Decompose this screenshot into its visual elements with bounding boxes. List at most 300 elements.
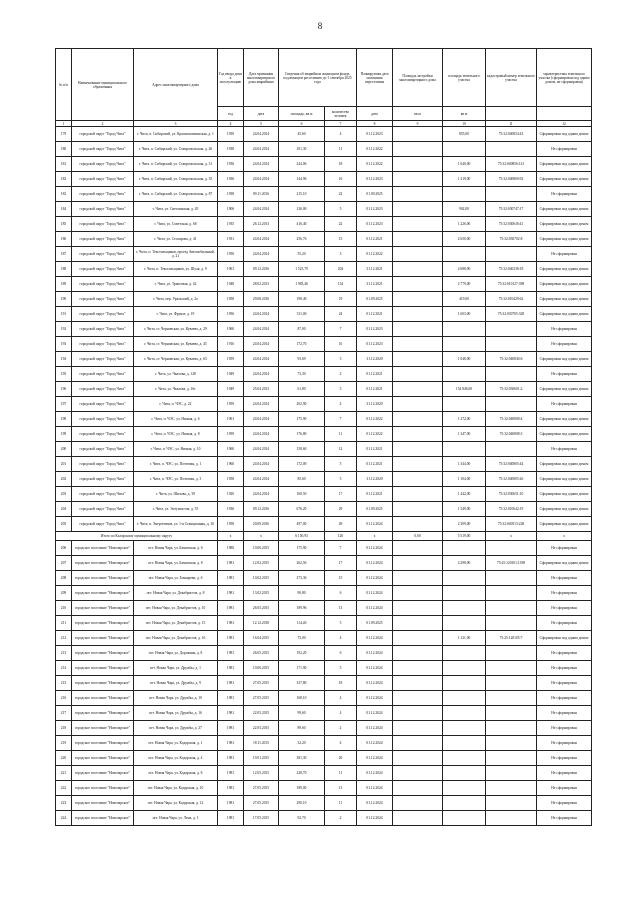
cadastral-number-cell: 75:32:030651:10 <box>486 487 537 502</box>
table-row <box>56 616 592 631</box>
built-area-cell <box>393 352 443 367</box>
year-cell: 1981 <box>218 586 244 601</box>
cadastral-number-cell: 75:32:040805:26 <box>486 472 537 487</box>
end-date-cell: 01.12.2021 <box>357 232 393 247</box>
cadastral-number-cell <box>486 811 537 826</box>
built-area-cell <box>393 307 443 322</box>
municipality-cell: городское поселение "Новочарское" <box>72 691 134 706</box>
row-number: 190 <box>56 292 72 307</box>
end-date-cell: 01.12.2021 <box>357 442 393 457</box>
acceptance-date-cell: 24.04.2014 <box>244 442 279 457</box>
acceptance-date-cell: 24.04.2014 <box>244 322 279 337</box>
area-cell: 290,10 <box>279 796 325 811</box>
built-area-cell <box>393 172 443 187</box>
table-row <box>56 232 592 247</box>
row-number: 202 <box>56 472 72 487</box>
page-number: 8 <box>317 21 323 31</box>
built-area-cell <box>393 322 443 337</box>
land-characteristic-cell: Сформирован под одним домом <box>537 556 592 571</box>
municipality-cell: городское поселение "Новочарское" <box>72 571 134 586</box>
table-row <box>56 307 592 322</box>
end-date-cell: 01.12.2023 <box>357 127 393 142</box>
col-num: 8 <box>357 121 393 127</box>
subtotal-cadastral: x <box>486 532 537 541</box>
land-characteristic-cell: Сформирован под одним домом <box>537 502 592 517</box>
end-date-cell: 01.12.2024 <box>357 751 393 766</box>
end-date-cell: 01.12.2024 <box>357 691 393 706</box>
row-number: 208 <box>56 571 72 586</box>
built-area-cell <box>393 262 443 277</box>
municipality-cell: городское поселение "Новочарское" <box>72 721 134 736</box>
address-cell: г. Чита, п. Текстильщиков, проезд Автомобильный, д. 21 <box>134 247 218 262</box>
end-date-cell: 31.12.2020 <box>357 397 393 412</box>
land-characteristic-cell: Не сформирован <box>537 691 592 706</box>
land-characteristic-cell: Сформирован под одним домом <box>537 487 592 502</box>
header-planned-date: Планируемая дата окончания переселения <box>357 49 393 107</box>
address-cell: пгт. Новая Чара, ул. Кодарская, д. 12 <box>134 796 218 811</box>
table-row <box>56 706 592 721</box>
built-area-cell <box>393 502 443 517</box>
built-area-cell <box>393 691 443 706</box>
land-area-cell: 1 603,00 <box>443 307 486 322</box>
end-date-cell: 01.12.2024 <box>357 601 393 616</box>
built-area-cell <box>393 616 443 631</box>
built-area-cell <box>393 487 443 502</box>
area-cell: 273,36 <box>279 571 325 586</box>
built-area-cell <box>393 292 443 307</box>
end-date-cell: 01.09.2025 <box>357 187 393 202</box>
land-area-cell <box>443 247 486 262</box>
subtotal-area: 6 150,93 <box>279 532 325 541</box>
end-date-cell: 01.12.2024 <box>357 517 393 532</box>
built-area-cell <box>393 781 443 796</box>
table-row <box>56 631 592 646</box>
col-num: 6 <box>279 121 325 127</box>
year-cell: 1931 <box>218 232 244 247</box>
address-cell: пгт. Новая Чара, ул. Декабристов, д. 16 <box>134 631 218 646</box>
end-date-cell: 01.12.2021 <box>357 382 393 397</box>
subtotal-label: Итого по Каларскому муниципальному округу <box>56 532 218 541</box>
land-characteristic-cell: Не сформирован <box>537 706 592 721</box>
land-area-cell <box>443 661 486 676</box>
built-area-cell <box>393 571 443 586</box>
subtotal-land-char: x <box>537 532 592 541</box>
people-count-cell: 17 <box>325 487 357 502</box>
address-cell: пгт. Новая Чара, ул. Декабристов, д. 8 <box>134 586 218 601</box>
land-characteristic-cell: Не сформирован <box>537 541 592 556</box>
table-row <box>56 247 592 262</box>
acceptance-date-cell: 19.06.2015 <box>244 541 279 556</box>
acceptance-date-cell: 09.12.2016 <box>244 502 279 517</box>
land-area-cell: 1 219,00 <box>443 172 486 187</box>
year-cell: 1981 <box>218 691 244 706</box>
land-characteristic-cell: Сформирован под одним домом <box>537 127 592 142</box>
table-row <box>56 781 592 796</box>
address-cell: пгт. Новая Чара, ул. Дорожная, д. 8 <box>134 646 218 661</box>
area-cell: 176,80 <box>279 427 325 442</box>
land-characteristic-cell: Сформирован под одним домом <box>537 277 592 292</box>
address-cell: пгт. Новая Чара, ул. Бамовская, д. 6 <box>134 541 218 556</box>
row-number: 192 <box>56 322 72 337</box>
acceptance-date-cell: 12.12.2018 <box>244 616 279 631</box>
land-area-cell <box>443 751 486 766</box>
land-characteristic-cell: Сформирован под одним домом <box>537 457 592 472</box>
end-date-cell: 01.12.2024 <box>357 781 393 796</box>
cadastral-number-cell: 75:32:030747:17 <box>486 202 537 217</box>
address-cell: г. Чита, п. Сибирский, ул. Красноказачинская, д. 1 <box>134 127 218 142</box>
land-area-cell: 1 549,00 <box>443 502 486 517</box>
row-number: 204 <box>56 502 72 517</box>
built-area-cell <box>393 736 443 751</box>
row-number: 189 <box>56 277 72 292</box>
address-cell: пгт. Новая Чара, ул. Декабристов, д. 10 <box>134 601 218 616</box>
cadastral-number-cell <box>486 322 537 337</box>
acceptance-date-cell: 26.05.2015 <box>244 601 279 616</box>
area-cell: 171,90 <box>279 661 325 676</box>
end-date-cell: 01.12.2024 <box>357 721 393 736</box>
unit-sqm2: кв.м <box>443 107 486 121</box>
acceptance-date-cell: 24.04.2014 <box>244 412 279 427</box>
people-count-cell: 17 <box>325 556 357 571</box>
area-cell: 311,00 <box>279 307 325 322</box>
row-number: 223 <box>56 796 72 811</box>
people-count-cell: 6 <box>325 646 357 661</box>
municipality-cell: городское поселение "Новочарское" <box>72 811 134 826</box>
municipality-cell: городское поселение "Новочарское" <box>72 736 134 751</box>
acceptance-date-cell: 22.05.2015 <box>244 706 279 721</box>
municipality-cell: городской округ "Город Чита" <box>72 277 134 292</box>
area-cell: 73,30 <box>279 367 325 382</box>
land-area-cell: 2 309,00 <box>443 517 486 532</box>
land-area-cell <box>443 601 486 616</box>
table-row <box>56 661 592 676</box>
land-characteristic-cell: Сформирован под одним домом <box>537 631 592 646</box>
built-area-cell <box>393 247 443 262</box>
end-date-cell: 01.12.2024 <box>357 586 393 601</box>
land-area-cell <box>443 187 486 202</box>
table-row <box>56 586 592 601</box>
land-area-cell: 855,00 <box>443 127 486 142</box>
end-date-cell: 31.12.2020 <box>357 472 393 487</box>
acceptance-date-cell: 10.02.2015 <box>244 571 279 586</box>
col-num: 9 <box>393 121 443 127</box>
end-date-cell: 01.12.2022 <box>357 427 393 442</box>
table-row <box>56 172 592 187</box>
acceptance-date-cell: 24.04.2014 <box>244 172 279 187</box>
municipality-cell: городское поселение "Новочарское" <box>72 796 134 811</box>
municipality-cell: городское поселение "Новочарское" <box>72 631 134 646</box>
year-cell: 1935 <box>218 217 244 232</box>
land-area-cell: 1 104,00 <box>443 472 486 487</box>
land-area-cell <box>443 811 486 826</box>
year-cell: 1960 <box>218 322 244 337</box>
people-count-cell: 11 <box>325 766 357 781</box>
header-cadastral: кадастровый номер земельного участка <box>486 49 537 107</box>
people-count-cell: 11 <box>325 142 357 157</box>
col-num: 10 <box>443 121 486 127</box>
acceptance-date-cell: 24.04.2014 <box>244 157 279 172</box>
year-cell: 1938 <box>218 187 244 202</box>
subtotal-date: x <box>244 532 279 541</box>
municipality-cell: городской округ "Город Чита" <box>72 187 134 202</box>
row-number: 180 <box>56 142 72 157</box>
municipality-cell: городское поселение "Новочарское" <box>72 751 134 766</box>
municipality-cell: городское поселение "Новочарское" <box>72 661 134 676</box>
year-cell: 1959 <box>218 352 244 367</box>
cadastral-number-cell: 75:32:040808:3 <box>486 427 537 442</box>
municipality-cell: городское поселение "Новочарское" <box>72 541 134 556</box>
address-cell: г. Чита, п. Сибирский, ул. Ставропольская, д. 35 <box>134 172 218 187</box>
table-row <box>56 556 592 571</box>
land-area-cell: 1 226,00 <box>443 217 486 232</box>
year-cell: 1956 <box>218 307 244 322</box>
people-count-cell: 19 <box>325 292 357 307</box>
land-area-cell: 1 442,00 <box>443 487 486 502</box>
municipality-cell: городской округ "Город Чита" <box>72 442 134 457</box>
year-cell: 1961 <box>218 412 244 427</box>
table-row <box>56 322 592 337</box>
year-cell: 1981 <box>218 751 244 766</box>
row-number: 201 <box>56 457 72 472</box>
municipality-cell: городской округ "Город Чита" <box>72 412 134 427</box>
col-num: 7 <box>325 121 357 127</box>
cadastral-number-cell <box>486 796 537 811</box>
row-number: 183 <box>56 187 72 202</box>
year-cell: 1948 <box>218 277 244 292</box>
people-count-cell: 5 <box>325 472 357 487</box>
cadastral-number-cell <box>486 187 537 202</box>
municipality-cell: городской округ "Город Чита" <box>72 472 134 487</box>
area-cell: 215,10 <box>279 187 325 202</box>
end-date-cell: 01.12.2024 <box>357 661 393 676</box>
built-area-cell <box>393 382 443 397</box>
area-cell: 87,00 <box>279 322 325 337</box>
year-cell: 1961 <box>218 262 244 277</box>
area-cell: 1 983,46 <box>279 277 325 292</box>
acceptance-date-cell: 09.11.2016 <box>244 187 279 202</box>
land-area-cell: 2 779,00 <box>443 277 486 292</box>
cadastral-number-cell <box>486 541 537 556</box>
address-cell: г. Чита, п. ЧЭС, ул. Низкая, д. 8 <box>134 427 218 442</box>
end-date-cell: 01.12.2022 <box>357 412 393 427</box>
end-date-cell: 01.12.2022 <box>357 157 393 172</box>
row-number: 212 <box>56 631 72 646</box>
row-number: 198 <box>56 412 72 427</box>
table-row <box>56 751 592 766</box>
cadastral-number-cell <box>486 691 537 706</box>
table-row <box>56 397 592 412</box>
land-area-cell <box>443 616 486 631</box>
row-number: 199 <box>56 427 72 442</box>
row-number: 210 <box>56 601 72 616</box>
acceptance-date-cell: 22.05.2015 <box>244 721 279 736</box>
people-count-cell: 4 <box>325 706 357 721</box>
table-row <box>56 127 592 142</box>
people-count-cell: 22 <box>325 187 357 202</box>
row-number: 184 <box>56 202 72 217</box>
land-characteristic-cell: Сформирован под одним домом <box>537 517 592 532</box>
acceptance-date-cell: 19.06.2015 <box>244 661 279 676</box>
built-area-cell <box>393 721 443 736</box>
area-cell: 256,76 <box>279 232 325 247</box>
people-count-cell: 5 <box>325 202 357 217</box>
address-cell: г. Чита, ул. Чкалова, д. 128 <box>134 367 218 382</box>
land-area-cell <box>443 337 486 352</box>
people-count-cell: 204 <box>325 262 357 277</box>
table-row <box>56 187 592 202</box>
people-count-cell: 13 <box>325 781 357 796</box>
land-area-cell: 419,00 <box>443 292 486 307</box>
people-count-cell: 49 <box>325 517 357 532</box>
people-count-cell: 29 <box>325 502 357 517</box>
row-number: 220 <box>56 751 72 766</box>
built-area-cell <box>393 556 443 571</box>
row-number: 200 <box>56 442 72 457</box>
land-characteristic-cell: Сформирован под одним домом <box>537 172 592 187</box>
year-cell: 1981 <box>218 706 244 721</box>
cadastral-number-cell <box>486 367 537 382</box>
cadastral-number-cell <box>486 736 537 751</box>
end-date-cell: 01.12.2022 <box>357 142 393 157</box>
municipality-cell: городской округ "Город Чита" <box>72 172 134 187</box>
header-municipality: Наименование муниципального образования <box>72 49 134 121</box>
col-num: 11 <box>486 121 537 127</box>
end-date-cell: 01.12.2021 <box>357 307 393 322</box>
end-date-cell: 01.12.2022 <box>357 247 393 262</box>
end-date-cell: 01.12.2024 <box>357 631 393 646</box>
acceptance-date-cell: 29.08.2016 <box>244 292 279 307</box>
land-characteristic-cell: Не сформирован <box>537 736 592 751</box>
unit-area: площадь, кв.м <box>279 107 325 121</box>
acceptance-date-cell: 24.04.2014 <box>244 472 279 487</box>
built-area-cell <box>393 811 443 826</box>
land-area-cell: 154 846,00 <box>443 382 486 397</box>
built-area-cell <box>393 277 443 292</box>
built-area-cell <box>393 427 443 442</box>
unit-empty <box>537 107 592 121</box>
people-count-cell: 2 <box>325 811 357 826</box>
cadastral-number-cell <box>486 661 537 676</box>
acceptance-date-cell: 12.05.2015 <box>244 766 279 781</box>
area-cell: 73,00 <box>279 631 325 646</box>
acceptance-date-cell: 27.05.2015 <box>244 781 279 796</box>
area-cell: 189,00 <box>279 781 325 796</box>
land-area-cell <box>443 691 486 706</box>
cadastral-number-cell <box>486 706 537 721</box>
cadastral-number-cell <box>486 571 537 586</box>
year-cell: 1936 <box>218 172 244 187</box>
address-cell: пгт. Новая Чара, ул. Дружбы, д. 16 <box>134 706 218 721</box>
year-cell: 1936 <box>218 157 244 172</box>
address-cell: пгт. Новая Чара, ул. Лена, д. 1 <box>134 811 218 826</box>
address-cell: г. Чита, п. ЧЭС, ул. Почтовая, д. 3 <box>134 472 218 487</box>
acceptance-date-cell: 24.04.2014 <box>244 307 279 322</box>
people-count-cell: 18 <box>325 157 357 172</box>
table-row <box>56 427 592 442</box>
header-num: № п/п <box>56 49 72 121</box>
people-count-cell: 7 <box>325 541 357 556</box>
area-cell: 202,90 <box>279 397 325 412</box>
address-cell: г. Чита, ст. Черновская, ул. Куваева, д. 65 <box>134 352 218 367</box>
address-cell: г. Чита, ст. Черновская, ул. Куваева, д. 45 <box>134 337 218 352</box>
municipality-cell: городской округ "Город Чита" <box>72 352 134 367</box>
cadastral-number-cell: 75:32:030702:8 <box>486 232 537 247</box>
area-cell: 1 523,79 <box>279 262 325 277</box>
subtotal-people: 120 <box>325 532 357 541</box>
row-number: 214 <box>56 661 72 676</box>
subtotal-section <box>56 532 592 541</box>
land-area-cell <box>443 442 486 457</box>
built-area-cell <box>393 142 443 157</box>
acceptance-date-cell: 24.04.2014 <box>244 142 279 157</box>
table-row <box>56 292 592 307</box>
land-characteristic-cell: Сформирован под одним домом <box>537 427 592 442</box>
address-cell: г. Чита, ул. Светлинская, д. 45 <box>134 202 218 217</box>
people-count-cell: 3 <box>325 352 357 367</box>
municipality-cell: городской округ "Город Чита" <box>72 487 134 502</box>
address-cell: пгт. Новая Чара, ул. Декабристов, д. 15 <box>134 616 218 631</box>
address-cell: г. Чита, ул. Чкалова, д. 16г <box>134 382 218 397</box>
table-row <box>56 382 592 397</box>
municipality-cell: городской округ "Город Чита" <box>72 247 134 262</box>
end-date-cell: 01.12.2024 <box>357 556 393 571</box>
col-num: 4 <box>218 121 244 127</box>
land-characteristic-cell: Не сформирован <box>537 661 592 676</box>
end-date-cell: 01.09.2025 <box>357 502 393 517</box>
land-area-cell <box>443 781 486 796</box>
year-cell: 1981 <box>218 661 244 676</box>
unit-qty: количество человек <box>325 107 357 121</box>
area-cell: 168,10 <box>279 691 325 706</box>
land-area-cell <box>443 322 486 337</box>
header-land-area: площадь земельного участка <box>443 49 486 107</box>
row-number: 194 <box>56 352 72 367</box>
table-row <box>56 811 592 826</box>
year-cell: 1938 <box>218 142 244 157</box>
end-date-cell: 01.12.2024 <box>357 796 393 811</box>
cadastral-number-cell <box>486 142 537 157</box>
people-count-cell: 7 <box>325 412 357 427</box>
row-number: 188 <box>56 262 72 277</box>
municipality-cell: городской округ "Город Чита" <box>72 427 134 442</box>
row-number: 216 <box>56 691 72 706</box>
acceptance-date-cell: 26.05.2015 <box>244 646 279 661</box>
people-count-cell: 2 <box>325 367 357 382</box>
built-area-cell <box>393 706 443 721</box>
cadastral-number-cell: 75:32:040805:44 <box>486 457 537 472</box>
header-emergency-fund: Сведения об аварийном жилищном фонде, подлежащем расселению до 1 сентября 2025 года <box>279 49 357 107</box>
land-characteristic-cell: Сформирован под одним домом <box>537 292 592 307</box>
cadastral-number-cell <box>486 247 537 262</box>
land-area-cell <box>443 736 486 751</box>
built-area-cell <box>393 187 443 202</box>
address-cell: г. Чита, п. ЧЭС, ул. Низкая, д. 10 <box>134 442 218 457</box>
acceptance-date-cell: 19.01.2015 <box>244 751 279 766</box>
municipality-cell: городской округ "Город Чита" <box>72 157 134 172</box>
table-row <box>56 721 592 736</box>
people-count-cell: 3 <box>325 247 357 262</box>
land-characteristic-cell: Не сформирован <box>537 751 592 766</box>
built-area-cell <box>393 412 443 427</box>
table-row <box>56 691 592 706</box>
people-count-cell: 4 <box>325 691 357 706</box>
land-characteristic-cell: Не сформирован <box>537 397 592 412</box>
subtotal-land-area: 5 519,00 <box>443 532 486 541</box>
land-characteristic-cell: Сформирован под одним домом <box>537 307 592 322</box>
people-count-cell: 6 <box>325 586 357 601</box>
row-number: 215 <box>56 676 72 691</box>
year-cell: 1981 <box>218 556 244 571</box>
